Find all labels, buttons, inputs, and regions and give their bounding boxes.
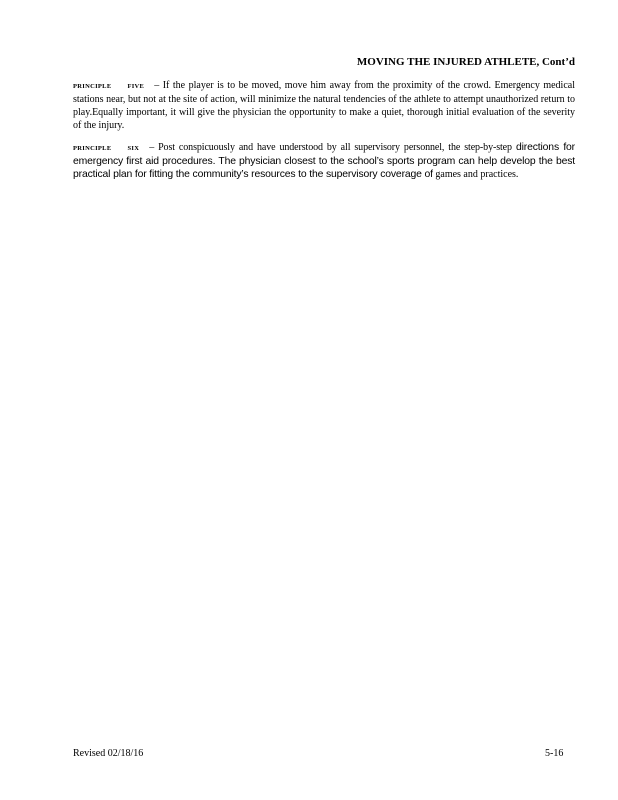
footer-revised-date: Revised 02/18/16 [73,748,144,759]
principle-six-number: SIX [127,145,140,152]
principle-five-number: FIVE [127,83,145,90]
principle-six-end-text: games and practices. [435,169,519,180]
principle-six-label: PRINCIPLE [73,145,112,152]
principle-five-text: – If the player is to be moved, move him away from the proximity of the crowd. Emergency medical stations near, but not at the site of action, will minimize the natural tendencies of the athlete to attempt unauthorized return to play.Equally important, it will give the physician the opportunity to make a quiet, thorough initial evaluation of the severity of the injury. [73,80,575,131]
principle-six-lead-text: – Post conspicuously and have understood by all supervisory personnel, the step-by-step [149,142,512,153]
footer-page-number: 5-16 [545,748,564,759]
page-header-title: MOVING THE INJURED ATHLETE, Cont’d [356,56,575,68]
principle-five-label: PRINCIPLE [73,83,112,90]
principle-five-paragraph [73,79,575,132]
principle-six-main-text: directions for emergency first aid procedures. The physician closest to the school’s sports program can help develop the best practical plan for fitting the community’s resources to the supervisory coverage of [73,142,575,180]
principle-six-paragraph [73,141,575,181]
